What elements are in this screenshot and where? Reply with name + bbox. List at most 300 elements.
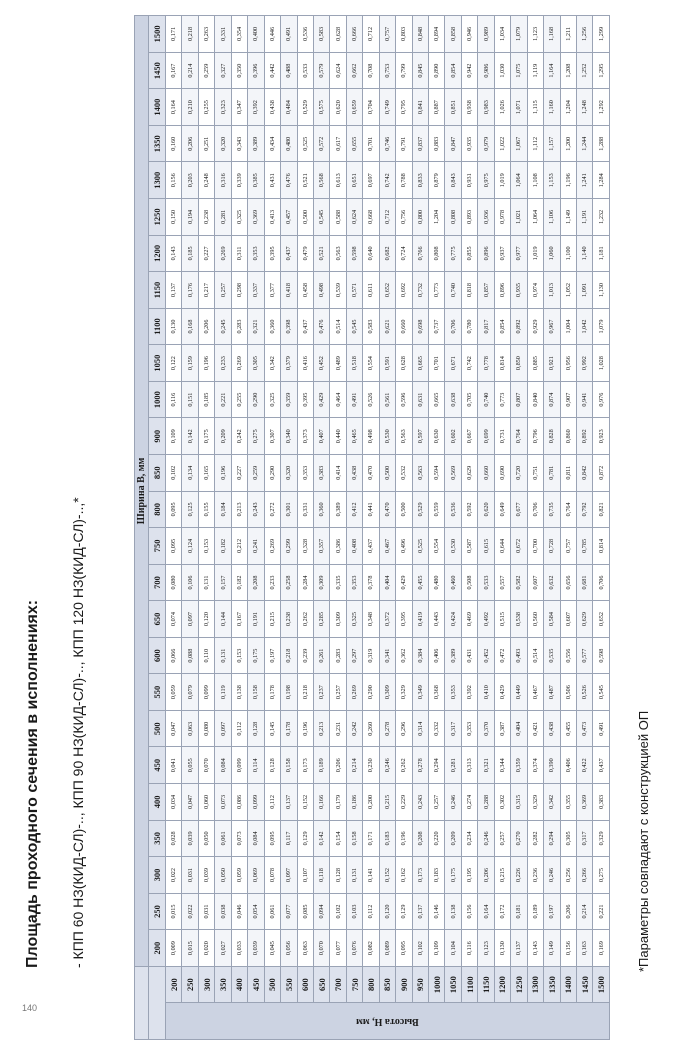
table-cell: 0,197: [264, 637, 280, 674]
table-cell: 0,233: [215, 345, 231, 382]
table-cell: 0,106: [182, 564, 198, 601]
height-header-1000: 1000: [429, 966, 445, 1003]
table-cell: 0,061: [264, 893, 280, 930]
table-cell: 0,305: [248, 345, 264, 382]
table-cell: 0,022: [166, 857, 182, 894]
table-cell: 0,360: [313, 491, 329, 528]
table-cell: 0,173: [297, 747, 313, 784]
table-cell: 0,237: [313, 674, 329, 711]
table-cell: 0,128: [264, 747, 280, 784]
table-cell: 0,183: [429, 857, 445, 894]
table-cell: 0,142: [313, 820, 329, 857]
table-cell: 0,742: [379, 162, 395, 199]
table-cell: 0,166: [313, 784, 329, 821]
table-cell: 0,341: [379, 637, 395, 674]
table-cell: 1,241: [576, 162, 592, 199]
table-cell: 0,137: [166, 272, 182, 309]
height-header-1300: 1300: [527, 966, 543, 1003]
table-cell: 0,169: [593, 930, 610, 967]
table-cell: 0,055: [182, 747, 198, 784]
table-cell: 0,328: [297, 528, 313, 565]
table-cell: 0,907: [560, 381, 576, 418]
table-cell: 0,047: [166, 710, 182, 747]
width-header-1500: 1500: [149, 16, 166, 53]
width-header-700: 700: [149, 564, 166, 601]
table-cell: 0,640: [363, 235, 379, 272]
table-cell: 0,931: [461, 162, 477, 199]
table-cell: 0,294: [544, 820, 560, 857]
table-cell: 0,457: [281, 199, 297, 236]
table-cell: 0,701: [363, 125, 379, 162]
table-cell: 0,602: [445, 418, 461, 455]
height-header-400: 400: [231, 966, 247, 1003]
table-cell: 0,369: [576, 784, 592, 821]
table-cell: 0,340: [281, 418, 297, 455]
table-cell: 0,214: [182, 52, 198, 89]
table-cell: 0,536: [445, 491, 461, 528]
table-cell: 0,278: [379, 710, 395, 747]
table-cell: 0,841: [412, 89, 428, 126]
table-cell: 0,796: [527, 418, 543, 455]
table-cell: 0,652: [593, 601, 610, 638]
table-cell: 1,115: [527, 89, 543, 126]
table-cell: 0,243: [412, 784, 428, 821]
table-cell: 0,074: [166, 601, 182, 638]
table-cell: 0,107: [297, 857, 313, 894]
table-cell: 0,429: [396, 564, 412, 601]
table-cell: 1,034: [494, 16, 510, 53]
table-cell: 0,168: [182, 308, 198, 345]
table-cell: 0,138: [231, 674, 247, 711]
table-cell: 0,321: [248, 308, 264, 345]
table-cell: 0,473: [576, 710, 592, 747]
width-header-450: 450: [149, 747, 166, 784]
table-cell: 0,701: [429, 345, 445, 382]
table-cell: 0,563: [412, 455, 428, 492]
table-cell: 0,069: [248, 857, 264, 894]
table-cell: 0,206: [330, 747, 346, 784]
table-cell: 0,443: [429, 601, 445, 638]
table-cell: 0,262: [297, 601, 313, 638]
table-cell: 0,175: [248, 637, 264, 674]
table-cell: 0,704: [363, 89, 379, 126]
table-cell: 0,638: [445, 381, 461, 418]
height-header-1450: 1450: [576, 966, 592, 1003]
table-cell: 0,579: [313, 52, 329, 89]
table-cell: 0,936: [478, 199, 494, 236]
table-cell: 0,056: [281, 930, 297, 967]
table-cell: 0,699: [478, 418, 494, 455]
table-cell: 0,753: [379, 52, 395, 89]
table-cell: 0,076: [346, 930, 362, 967]
page-title: Площадь проходного сечения в исполнениях:: [24, 599, 41, 968]
table-cell: 0,354: [231, 16, 247, 53]
table-cell: 0,269: [231, 345, 247, 382]
table-cell: 0,764: [511, 418, 527, 455]
table-cell: 0,697: [363, 162, 379, 199]
table-cell: 0,979: [478, 125, 494, 162]
table-cell: 1,052: [560, 272, 576, 309]
table-cell: 0,533: [478, 564, 494, 601]
table-cell: 0,677: [511, 491, 527, 528]
height-header-450: 450: [248, 966, 264, 1003]
table-cell: 0,214: [576, 893, 592, 930]
table-cell: 0,112: [264, 784, 280, 821]
table-cell: 0,217: [198, 272, 214, 309]
table-cell: 0,395: [297, 381, 313, 418]
table-cell: 0,890: [429, 52, 445, 89]
table-cell: 0,493: [511, 637, 527, 674]
table-cell: 0,498: [363, 418, 379, 455]
table-cell: 0,347: [231, 89, 247, 126]
table-cell: 0,624: [346, 199, 362, 236]
table-row: [182, 16, 198, 1040]
table-cell: 0,383: [313, 455, 329, 492]
table-cell: 0,418: [281, 272, 297, 309]
table-cell: 0,545: [346, 308, 362, 345]
table-cell: 0,221: [593, 893, 610, 930]
table-cell: 0,045: [264, 930, 280, 967]
table-cell: 0,179: [330, 784, 346, 821]
table-cell: 0,795: [396, 89, 412, 126]
table-cell: 1,071: [511, 89, 527, 126]
table-cell: 0,269: [215, 235, 231, 272]
table-cell: 0,325: [346, 601, 362, 638]
table-cell: 0,080: [198, 710, 214, 747]
table-cell: 0,526: [576, 674, 592, 711]
table-cell: 0,740: [478, 381, 494, 418]
table-cell: 0,419: [412, 601, 428, 638]
table-cell: 1,208: [560, 52, 576, 89]
table-cell: 0,778: [478, 345, 494, 382]
table-cell: 0,479: [297, 235, 313, 272]
table-cell: 0,660: [478, 455, 494, 492]
table-cell: 1,288: [593, 125, 610, 162]
table-cell: 1,079: [511, 16, 527, 53]
table-cell: 0,256: [560, 857, 576, 894]
table-cell: 0,406: [429, 637, 445, 674]
table-cell: 0,206: [198, 308, 214, 345]
table-cell: 0,234: [461, 820, 477, 857]
table-cell: 0,131: [215, 637, 231, 674]
table-cell: 0,378: [363, 564, 379, 601]
table-cell: 0,158: [281, 747, 297, 784]
table-cell: 0,756: [396, 199, 412, 236]
table-cell: 0,159: [182, 345, 198, 382]
width-header-1350: 1350: [149, 125, 166, 162]
table-cell: 0,892: [511, 308, 527, 345]
table-cell: 0,662: [346, 52, 362, 89]
table-cell: 1,091: [576, 272, 592, 309]
table-cell: 0,131: [346, 857, 362, 894]
table-cell: 0,294: [429, 747, 445, 784]
table-cell: 0,569: [445, 455, 461, 492]
table-cell: 0,128: [330, 857, 346, 894]
table-cell: 0,031: [198, 893, 214, 930]
table-cell: 0,529: [412, 491, 428, 528]
table-cell: 0,487: [544, 674, 560, 711]
table-cell: 0,231: [330, 710, 346, 747]
table-cell: 0,860: [560, 418, 576, 455]
table-cell: 0,545: [313, 199, 329, 236]
table-cell: 0,270: [511, 820, 527, 857]
table-cell: 0,230: [363, 747, 379, 784]
table-row: [445, 16, 461, 1040]
table-cell: 0,514: [330, 308, 346, 345]
table-cell: 0,526: [363, 381, 379, 418]
table-cell: 1,295: [593, 52, 610, 89]
table-cell: 0,992: [576, 345, 592, 382]
table-cell: 0,665: [412, 345, 428, 382]
table-cell: 0,467: [379, 528, 395, 565]
table-cell: 0,227: [231, 455, 247, 492]
table-cell: 0,594: [429, 455, 445, 492]
table-cell: 1,106: [544, 199, 560, 236]
table-cell: 0,706: [593, 564, 610, 601]
table-cell: 0,412: [346, 491, 362, 528]
table-cell: 0,424: [445, 601, 461, 638]
table-cell: 0,176: [182, 272, 198, 309]
table-cell: 0,538: [511, 601, 527, 638]
table-cell: 0,496: [396, 528, 412, 565]
table-cell: 0,700: [527, 528, 543, 565]
table-cell: 0,438: [264, 89, 280, 126]
table-cell: 0,239: [297, 637, 313, 674]
table-cell: 0,116: [461, 930, 477, 967]
table-cell: 1,153: [544, 162, 560, 199]
table-cell: 0,464: [330, 381, 346, 418]
height-header-500: 500: [264, 966, 280, 1003]
table-row: [281, 16, 297, 1040]
table-cell: 0,315: [511, 784, 527, 821]
table-cell: 0,160: [166, 125, 182, 162]
table-cell: 0,061: [215, 820, 231, 857]
table-cell: 0,275: [248, 418, 264, 455]
table-cell: 0,561: [379, 381, 395, 418]
table-cell: 0,085: [297, 893, 313, 930]
table-cell: 0,967: [544, 308, 560, 345]
table-cell: 0,458: [297, 272, 313, 309]
table-cell: 0,773: [429, 272, 445, 309]
table-cell: 0,437: [593, 747, 610, 784]
table-cell: 0,171: [166, 16, 182, 53]
table-cell: 0,079: [182, 674, 198, 711]
table-cell: 0,817: [478, 308, 494, 345]
table-cell: 0,129: [396, 893, 412, 930]
table-cell: 0,508: [461, 564, 477, 601]
cross-section-table-wrapper: [134, 15, 610, 1040]
table-cell: 0,343: [231, 125, 247, 162]
table-cell: 0,455: [412, 564, 428, 601]
table-cell: 0,452: [478, 637, 494, 674]
table-cell: 0,872: [593, 455, 610, 492]
table-cell: 1,019: [527, 235, 543, 272]
width-header-900: 900: [149, 418, 166, 455]
table-cell: 0,088: [182, 637, 198, 674]
table-cell: 0,317: [576, 820, 592, 857]
table-cell: 0,329: [396, 674, 412, 711]
table-cell: 0,311: [231, 235, 247, 272]
table-cell: 0,209: [215, 418, 231, 455]
table-cell: 0,628: [396, 345, 412, 382]
table-cell: 1,030: [494, 52, 510, 89]
table-cell: 0,191: [248, 601, 264, 638]
table-cell: 0,156: [166, 162, 182, 199]
table-cell: 0,840: [527, 381, 543, 418]
table-row: [198, 16, 214, 1040]
width-header-550: 550: [149, 674, 166, 711]
table-cell: 1,157: [544, 125, 560, 162]
table-cell: 0,470: [363, 455, 379, 492]
table-cell: 0,500: [297, 199, 313, 236]
table-row: [511, 16, 527, 1040]
table-cell: 0,103: [346, 893, 362, 930]
table-cell: 0,274: [461, 784, 477, 821]
table-row: [166, 16, 182, 1040]
table-row: [461, 16, 477, 1040]
table-cell: 0,039: [182, 820, 198, 857]
table-cell: 0,788: [396, 162, 412, 199]
table-cell: 0,041: [166, 747, 182, 784]
table-cell: 0,492: [478, 601, 494, 638]
table-row: [560, 16, 576, 1040]
table-cell: 0,059: [166, 674, 182, 711]
table-cell: 0,278: [412, 747, 428, 784]
table-cell: 0,269: [346, 674, 362, 711]
table-cell: 0,807: [511, 381, 527, 418]
table-cell: 0,097: [182, 601, 198, 638]
width-header-1450: 1450: [149, 52, 166, 89]
table-cell: 0,976: [593, 381, 610, 418]
table-cell: 0,175: [198, 418, 214, 455]
table-cell: 0,233: [264, 564, 280, 601]
table-cell: 0,644: [494, 528, 510, 565]
table-cell: 0,431: [264, 162, 280, 199]
table-cell: 1,064: [511, 162, 527, 199]
table-cell: 0,206: [182, 125, 198, 162]
table-cell: 0,362: [396, 637, 412, 674]
table-cell: 0,337: [248, 272, 264, 309]
table-cell: 1,067: [511, 125, 527, 162]
table-cell: 0,469: [461, 601, 477, 638]
table-cell: 1,112: [527, 125, 543, 162]
table-cell: 0,833: [412, 162, 428, 199]
width-axis-label: Ширина В, мм: [135, 16, 149, 967]
table-cell: 0,257: [330, 674, 346, 711]
table-cell: 0,921: [544, 345, 560, 382]
table-cell: 0,353: [346, 564, 362, 601]
table-cell: 0,269: [264, 528, 280, 565]
table-cell: 0,151: [182, 381, 198, 418]
table-cell: 0,476: [281, 162, 297, 199]
table-cell: 0,879: [429, 162, 445, 199]
table-cell: 0,372: [379, 601, 395, 638]
table-cell: 0,316: [215, 162, 231, 199]
table-cell: 0,652: [379, 272, 395, 309]
table-cell: 0,532: [396, 455, 412, 492]
table-cell: 0,978: [494, 199, 510, 236]
table-cell: 0,431: [461, 637, 477, 674]
table-cell: 0,297: [346, 637, 362, 674]
width-header-850: 850: [149, 455, 166, 492]
table-cell: 0,226: [511, 857, 527, 894]
table-cell: 0,434: [264, 125, 280, 162]
table-cell: 0,649: [494, 491, 510, 528]
table-row: [248, 16, 264, 1040]
table-cell: 0,749: [379, 89, 395, 126]
table-cell: 0,077: [281, 893, 297, 930]
table-cell: 0,110: [198, 637, 214, 674]
table-cell: 1,100: [560, 235, 576, 272]
table-cell: 0,196: [396, 820, 412, 857]
table-cell: 0,441: [363, 491, 379, 528]
table-cell: 0,935: [461, 125, 477, 162]
table-cell: 0,584: [544, 601, 560, 638]
table-cell: 0,525: [412, 528, 428, 565]
table-cell: 0,227: [198, 235, 214, 272]
table-cell: 0,732: [412, 272, 428, 309]
table-cell: 0,080: [166, 564, 182, 601]
table-cell: 0,099: [231, 747, 247, 784]
table-cell: 0,896: [494, 272, 510, 309]
table-cell: 0,321: [478, 747, 494, 784]
table-cell: 0,536: [297, 16, 313, 53]
table-cell: 0,054: [248, 893, 264, 930]
table-cell: 0,937: [494, 235, 510, 272]
table-cell: 0,946: [461, 16, 477, 53]
table-cell: 0,158: [248, 674, 264, 711]
table-cell: 0,449: [511, 674, 527, 711]
table-cell: 0,262: [396, 747, 412, 784]
table-cell: 0,386: [330, 528, 346, 565]
table-row: [576, 16, 592, 1040]
table-cell: 0,491: [346, 381, 362, 418]
table-cell: 0,116: [166, 381, 182, 418]
table-cell: 1,284: [593, 162, 610, 199]
width-header-200: 200: [149, 930, 166, 967]
table-cell: 0,842: [576, 455, 592, 492]
table-cell: 0,941: [576, 381, 592, 418]
table-cell: 0,480: [429, 564, 445, 601]
table-cell: 1,079: [593, 308, 610, 345]
table-cell: 0,097: [281, 857, 297, 894]
table-cell: 1,026: [494, 89, 510, 126]
table-cell: 0,396: [248, 52, 264, 89]
table-cell: 0,255: [198, 89, 214, 126]
height-header-600: 600: [297, 966, 313, 1003]
table-cell: 0,156: [461, 893, 477, 930]
table-cell: 0,681: [576, 564, 592, 601]
table-corner-cell: [149, 966, 166, 1039]
table-cell: 0,342: [544, 784, 560, 821]
table-cell: 0,858: [445, 16, 461, 53]
table-cell: 0,299: [281, 528, 297, 565]
table-cell: 0,438: [346, 455, 362, 492]
table-cell: 0,281: [445, 747, 461, 784]
table-cell: 0,109: [166, 418, 182, 455]
table-cell: 0,894: [429, 16, 445, 53]
table-cell: 0,184: [215, 491, 231, 528]
table-cell: 0,009: [166, 930, 182, 967]
table-cell: 0,539: [330, 272, 346, 309]
table-cell: 0,521: [297, 162, 313, 199]
table-cell: 0,251: [198, 125, 214, 162]
table-cell: 0,131: [198, 564, 214, 601]
table-cell: 0,329: [593, 820, 610, 857]
table-cell: 0,134: [182, 455, 198, 492]
table-cell: 0,489: [330, 345, 346, 382]
width-header-350: 350: [149, 820, 166, 857]
